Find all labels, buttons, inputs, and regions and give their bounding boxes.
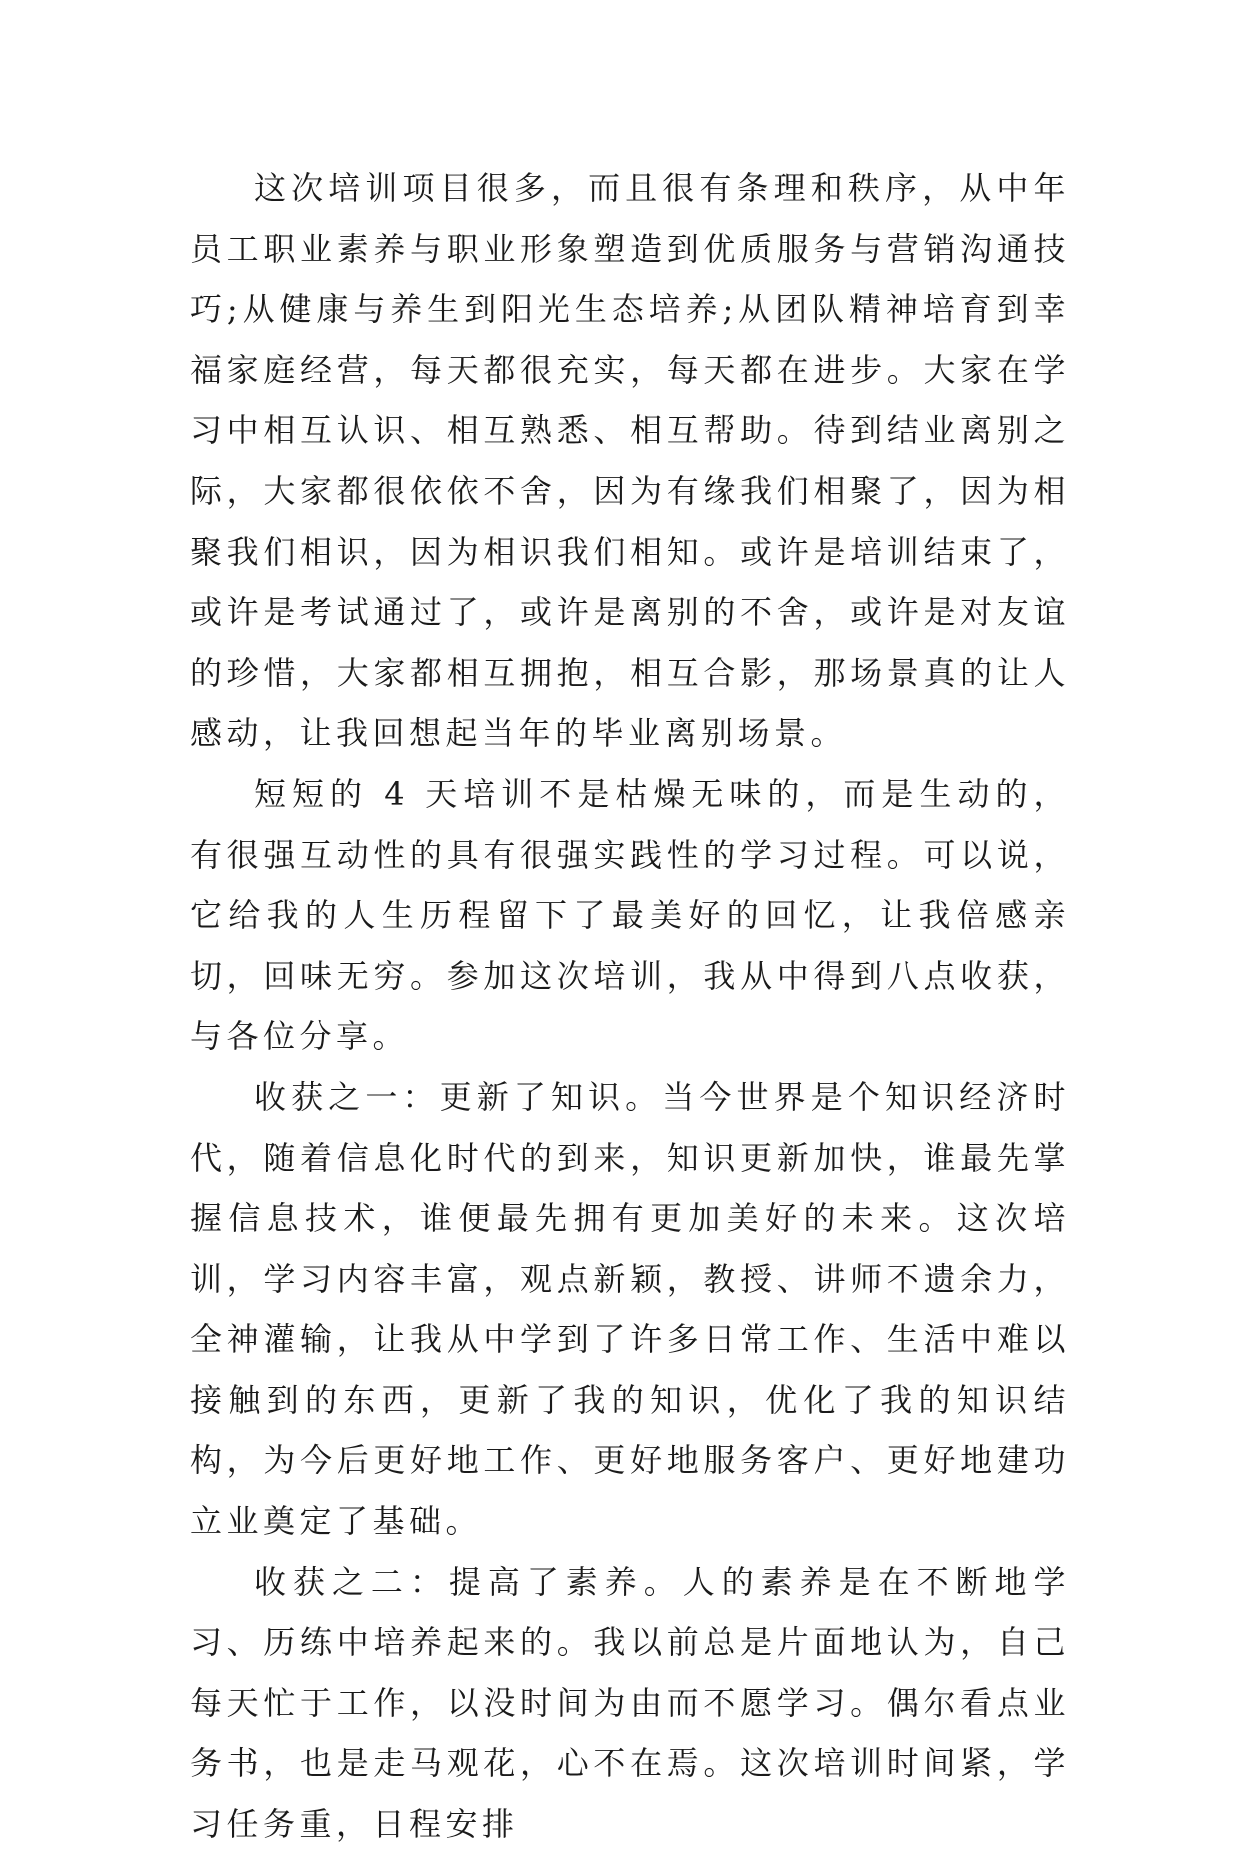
document-body <box>190 158 1070 1855</box>
paragraph-four-day-training: 短短的 4 天培训不是枯燥无味的，而是生动的，有很强互动性的具有很强实践性的学习过程。可以说，它给我的人生历程留下了最美好的回忆，让我倍感亲切，回味无穷。参加这次培训，我从中得到八点收获，与各位分享。 <box>190 774 1070 1056</box>
paragraph-gain-two: 收获之二：提高了素养。人的素养是在不断地学习、历练中培养起来的。我以前总是片面地认为，自己每天忙于工作，以没时间为由而不愿学习。偶尔看点业务书，也是走马观花，心不在焉。这次培训时间紧，学习任务重，日程安排 <box>190 1562 1070 1844</box>
paragraph-training-overview: 这次培训项目很多，而且很有条理和秩序，从中年员工职业素养与职业形象塑造到优质服务与营销沟通技巧;从健康与养生到阳光生态培养;从团队精神培育到幸福家庭经营，每天都很充实，每天都在进步。大家在学习中相互认识、相互熟悉、相互帮助。待到结业离别之际，大家都很依依不舍，因为有缘我们相聚了，因为相聚我们相识，因为相识我们相知。或许是培训结束了，或许是考试通过了，或许是离别的不舍，或许是对友谊的珍惜，大家都相互拥抱，相互合影，那场景真的让人感动，让我回想起当年的毕业离别场景。 <box>190 169 1070 753</box>
paragraph-gain-one: 收获之一：更新了知识。当今世界是个知识经济时代，随着信息化时代的到来，知识更新加快，谁最先掌握信息技术，谁便最先拥有更加美好的未来。这次培训，学习内容丰富，观点新颖，教授、讲师不遗余力，全神灌输，让我从中学到了许多日常工作、生活中难以接触到的东西，更新了我的知识，优化了我的知识结构，为今后更好地工作、更好地服务客户、更好地建功立业奠定了基础。 <box>190 1077 1070 1541</box>
